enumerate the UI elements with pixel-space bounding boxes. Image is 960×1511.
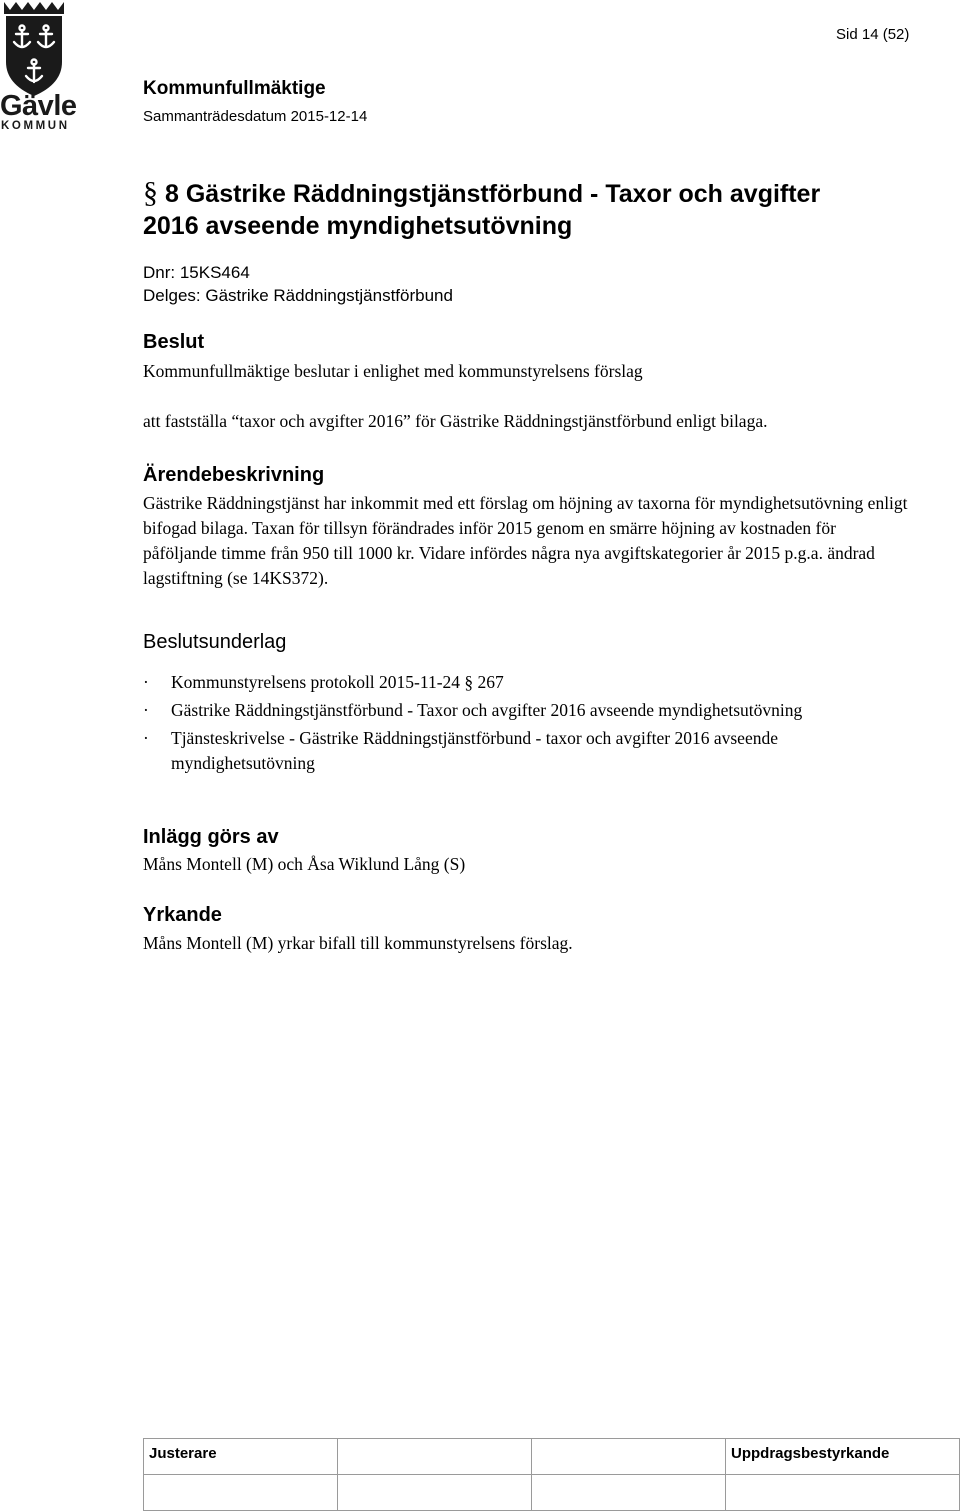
justerare-label: Justerare: [149, 1445, 217, 1462]
inlagg-heading: Inlägg görs av: [143, 826, 279, 848]
page-title-line2: 2016 avseende myndighetsutövning: [143, 212, 573, 240]
signature-cell: [532, 1439, 726, 1475]
gavle-kommun-logo: [0, 0, 80, 135]
body-name: Kommunfullmäktige: [143, 78, 326, 99]
beslut-heading: Beslut: [143, 331, 205, 353]
page-title-line1: 8 Gästrike Räddningstjänstförbund - Taxor och avgifter: [165, 180, 821, 208]
yrkande-text: Måns Montell (M) yrkar bifall till kommunstyrelsens förslag.: [143, 933, 573, 953]
justerare-cell: [144, 1439, 338, 1475]
bullet-icon: ·: [143, 672, 149, 692]
signature-cell: [144, 1475, 338, 1511]
arende-heading: Ärendebeskrivning: [143, 464, 325, 486]
page-title: [143, 178, 925, 242]
page-number: Sid 14 (52): [836, 26, 910, 43]
dnr: Dnr: 15KS464: [143, 263, 250, 282]
signature-cell: [338, 1439, 532, 1475]
meeting-date: Sammanträdesdatum 2015-12-14: [143, 108, 368, 125]
list-item: [143, 726, 923, 776]
list-item: [143, 698, 923, 723]
list-item-text: Kommunstyrelsens protokoll 2015-11-24 § 267: [171, 672, 504, 692]
beslut-intro: Kommunfullmäktige beslutar i enlighet med kommunstyrelsens förslag: [143, 361, 643, 381]
bullet-icon: ·: [143, 728, 149, 748]
underlag-heading: Beslutsunderlag: [143, 631, 287, 653]
signature-table: [143, 1438, 960, 1511]
logo-subtext: KOMMUN: [1, 120, 70, 132]
list-item-text: Gästrike Räddningstjänstförbund - Taxor och avgifter 2016 avseende myndighetsutövning: [171, 700, 803, 720]
signature-cell: [532, 1475, 726, 1511]
uppdrag-label: Uppdragsbestyrkande: [731, 1445, 890, 1462]
section-sign-icon: §: [143, 176, 158, 209]
beslut-text: att fastställa “taxor och avgifter 2016” för Gästrike Räddningstjänstförbund enligt bilaga.: [143, 411, 768, 431]
signature-cell: [338, 1475, 532, 1511]
yrkande-heading: Yrkande: [143, 904, 222, 926]
underlag-list: [143, 670, 923, 779]
uppdrag-cell: [726, 1439, 960, 1475]
inlagg-text: Måns Montell (M) och Åsa Wiklund Lång (S): [143, 854, 466, 874]
list-item: [143, 670, 923, 695]
delges: Delges: Gästrike Räddningstjänstförbund: [143, 286, 453, 305]
list-item-text: Tjänsteskrivelse - Gästrike Räddningstjänstförbund - taxor och avgifter 2016 avseende myndighetsutövning: [171, 728, 778, 773]
logo-wordmark: Gävle: [0, 90, 77, 122]
arende-text: Gästrike Räddningstjänst har inkommit med ett förslag om höjning av taxorna för myndighetsutövning enligt bifogad bilaga. Taxan för tillsyn förändrades inför 2015 genom en smärre höjning av kostnaden för påföljande timme från 950 till 1000 kr. Vidare infördes några nya avgiftskategorier år 2015 p.g.a. ändrad lagstiftning (se 14KS372).: [143, 493, 908, 588]
signature-cell: [726, 1475, 960, 1511]
bullet-icon: ·: [143, 700, 149, 720]
